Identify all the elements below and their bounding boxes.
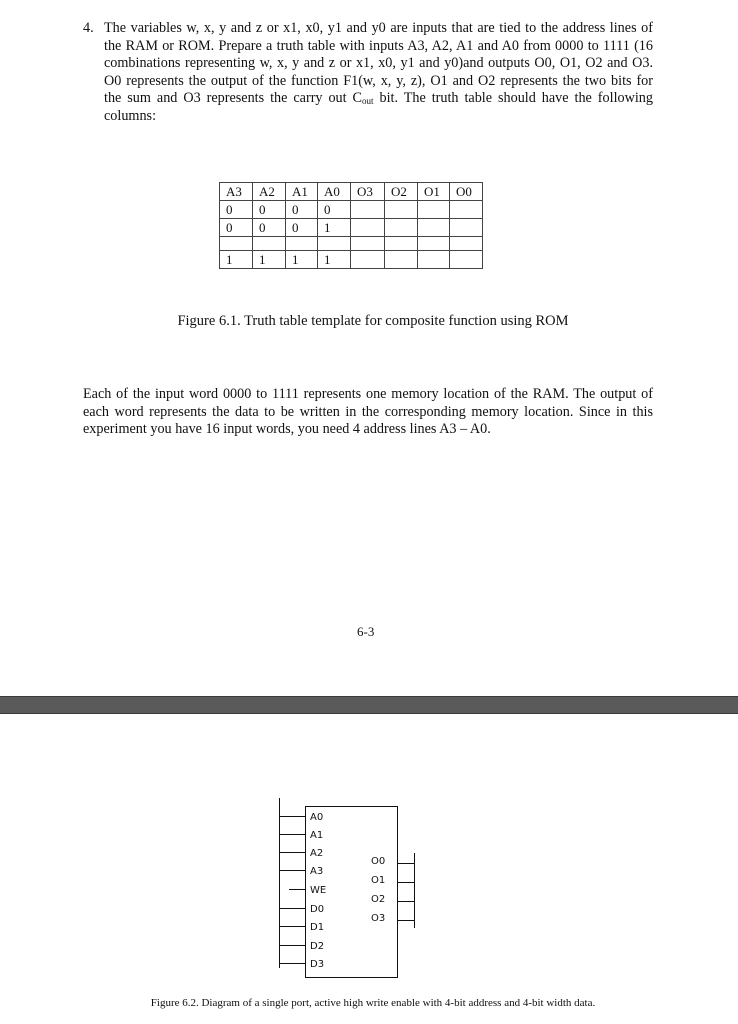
truth-table-header-row (220, 183, 483, 201)
table-cell (385, 201, 418, 219)
table-cell: 1 (318, 251, 351, 269)
table-cell (351, 251, 385, 269)
table-cell: 0 (220, 219, 253, 237)
left-bus-line (279, 798, 280, 968)
pin-wire (279, 945, 305, 946)
pin-label-we: WE (310, 885, 327, 896)
table-cell (418, 251, 450, 269)
pin-wire (398, 882, 414, 883)
table-cell (318, 237, 351, 251)
question-line-head: the sum and O3 represents the carry out C (104, 90, 363, 107)
table-row (220, 219, 483, 237)
table-cell (220, 237, 253, 251)
pin-label-o2: O2 (371, 894, 386, 905)
question-line: The variables w, x, y and z or x1, x0, y1 and y0 are inputs that are tied to the address lines of (104, 20, 653, 36)
header-cell: O3 (351, 183, 385, 201)
question-line: columns: (104, 107, 157, 124)
pin-label-d2: D2 (310, 941, 325, 952)
pin-label-d1: D1 (310, 922, 325, 933)
header-cell: O0 (450, 183, 483, 201)
table-cell: 0 (253, 219, 286, 237)
page-divider (0, 696, 738, 714)
table-cell (385, 237, 418, 251)
question-number: 4. (83, 20, 94, 36)
table-cell (418, 237, 450, 251)
pin-label-d0: D0 (310, 904, 325, 915)
figure-6-2-caption: Figure 6.2. Diagram of a single port, active high write enable with 4-bit address and 4-bit width data. (150, 997, 596, 1009)
pin-label-a0: A0 (310, 812, 324, 823)
table-cell (418, 201, 450, 219)
table-cell (385, 251, 418, 269)
question-line: the RAM or ROM. Prepare a truth table with inputs A3, A2, A1 and A0 from 0000 to 1111 (16 (104, 37, 653, 54)
pin-wire (398, 901, 414, 902)
table-cell (351, 201, 385, 219)
right-bus-line (414, 853, 415, 928)
question-text (104, 20, 653, 126)
question-line: O0 represents the output of the function F1(w, x, y, z), O1 and O2 represents the two bits for (104, 72, 653, 89)
header-cell: A2 (253, 183, 286, 201)
table-row (220, 201, 483, 219)
cout-subscript: out (362, 96, 374, 107)
table-cell: 0 (253, 201, 286, 219)
table-cell (385, 219, 418, 237)
table-cell: 1 (253, 251, 286, 269)
table-cell (253, 237, 286, 251)
question-line-cout (104, 90, 653, 108)
paragraph-line: Each of the input word 0000 to 1111 represents one memory location of the RAM. The output of (83, 386, 653, 402)
table-cell: 1 (220, 251, 253, 269)
table-cell: 0 (286, 201, 318, 219)
table-row (220, 237, 483, 251)
table-cell (450, 201, 483, 219)
pin-label-o1: O1 (371, 875, 386, 886)
figure-6-1-caption: Figure 6.1. Truth table template for composite function using ROM (177, 313, 569, 329)
paragraph-line: experiment you have 16 input words, you need 4 address lines A3 – A0. (83, 421, 491, 438)
table-cell: 0 (220, 201, 253, 219)
paragraph-line: each word represents the data to be written in the corresponding memory location. Since in this (83, 403, 653, 420)
question-line: combinations representing w, x, y and z or x1, x0, y1 and y0)and outputs O0, O1, O2 and O3. (104, 55, 653, 72)
pin-wire (289, 889, 305, 890)
table-cell: 0 (286, 219, 318, 237)
pin-label-a1: A1 (310, 830, 324, 841)
pin-label-d3: D3 (310, 959, 325, 970)
table-cell (351, 237, 385, 251)
table-cell: 1 (286, 251, 318, 269)
header-cell: A0 (318, 183, 351, 201)
pin-label-a2: A2 (310, 848, 324, 859)
question-line-tail: bit. The truth table should have the following (373, 90, 653, 107)
pin-wire (279, 908, 305, 909)
table-cell: 0 (318, 201, 351, 219)
pin-wire (279, 870, 305, 871)
header-cell: O2 (385, 183, 418, 201)
pin-wire (279, 834, 305, 835)
pin-label-a3: A3 (310, 866, 324, 877)
header-cell: A3 (220, 183, 253, 201)
page-number: 6-3 (357, 624, 375, 639)
table-row (220, 251, 483, 269)
table-cell (450, 219, 483, 237)
header-cell: O1 (418, 183, 450, 201)
table-cell (450, 237, 483, 251)
table-cell: 1 (318, 219, 351, 237)
explanation-paragraph (83, 386, 653, 439)
header-cell: A1 (286, 183, 318, 201)
pin-wire (279, 816, 305, 817)
pin-label-o0: O0 (371, 856, 386, 867)
table-cell (450, 251, 483, 269)
pin-wire (279, 963, 305, 964)
pin-wire (279, 926, 305, 927)
truth-table-template (219, 182, 483, 269)
pin-wire (398, 920, 414, 921)
table-cell (351, 219, 385, 237)
pin-wire (279, 852, 305, 853)
ram-block (305, 806, 398, 978)
table-cell (286, 237, 318, 251)
pin-wire (398, 863, 414, 864)
table-cell (418, 219, 450, 237)
pin-label-o3: O3 (371, 913, 386, 924)
